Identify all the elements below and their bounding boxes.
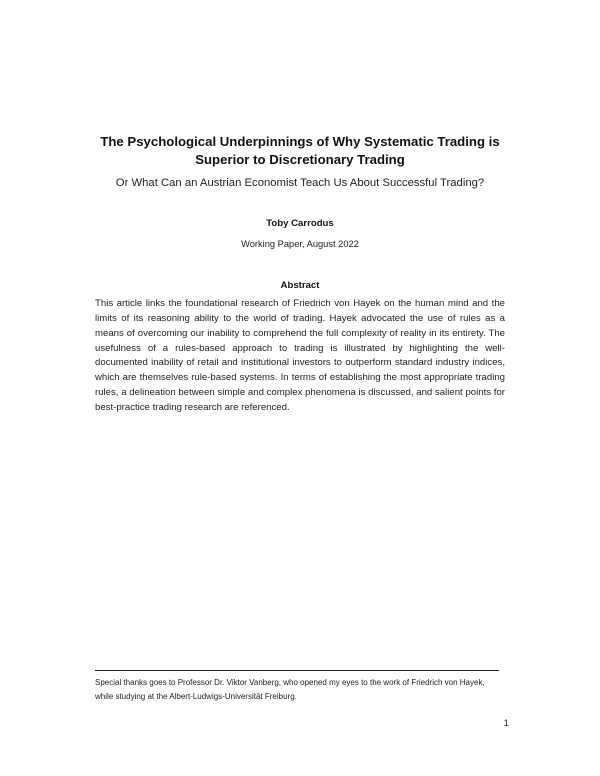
footnote-text: Special thanks goes to Professor Dr. Viktor Vanberg, who opened my eyes to the work of Friedrich von Hayek, while studying at the Albert-Ludwigs-Universität Freiburg.: [95, 678, 485, 701]
paper-title: The Psychological Underpinnings of Why Systematic Trading is Superior to Discretionary Trading: [100, 134, 500, 167]
footnote-separator: [95, 670, 499, 671]
abstract-text: This article links the foundational research of Friedrich von Hayek on the human mind and the limits of its reasoning ability to the world of trading. Hayek advocated the use of rules as a means of overcoming our inability to comprehend the full complexity of reality in its entirety. The usefulness of a rules-based approach to trading is illustrated by highlighting the well-documented inability of retail and institutional investors to outperform standard industry indices, which are themselves rule-based systems. In terms of establishing the most appropriate trading rules, a delineation between simple and complex phenomena is discussed, and salient points for best-practice trading research are referenced.: [95, 298, 505, 413]
working-paper-date: Working Paper, August 2022: [241, 239, 359, 249]
page-number: 1: [503, 718, 509, 729]
paper-subtitle: Or What Can an Austrian Economist Teach Us About Successful Trading?: [115, 177, 485, 189]
author-name: Toby Carrodus: [266, 218, 334, 229]
abstract-heading: Abstract: [280, 280, 320, 291]
